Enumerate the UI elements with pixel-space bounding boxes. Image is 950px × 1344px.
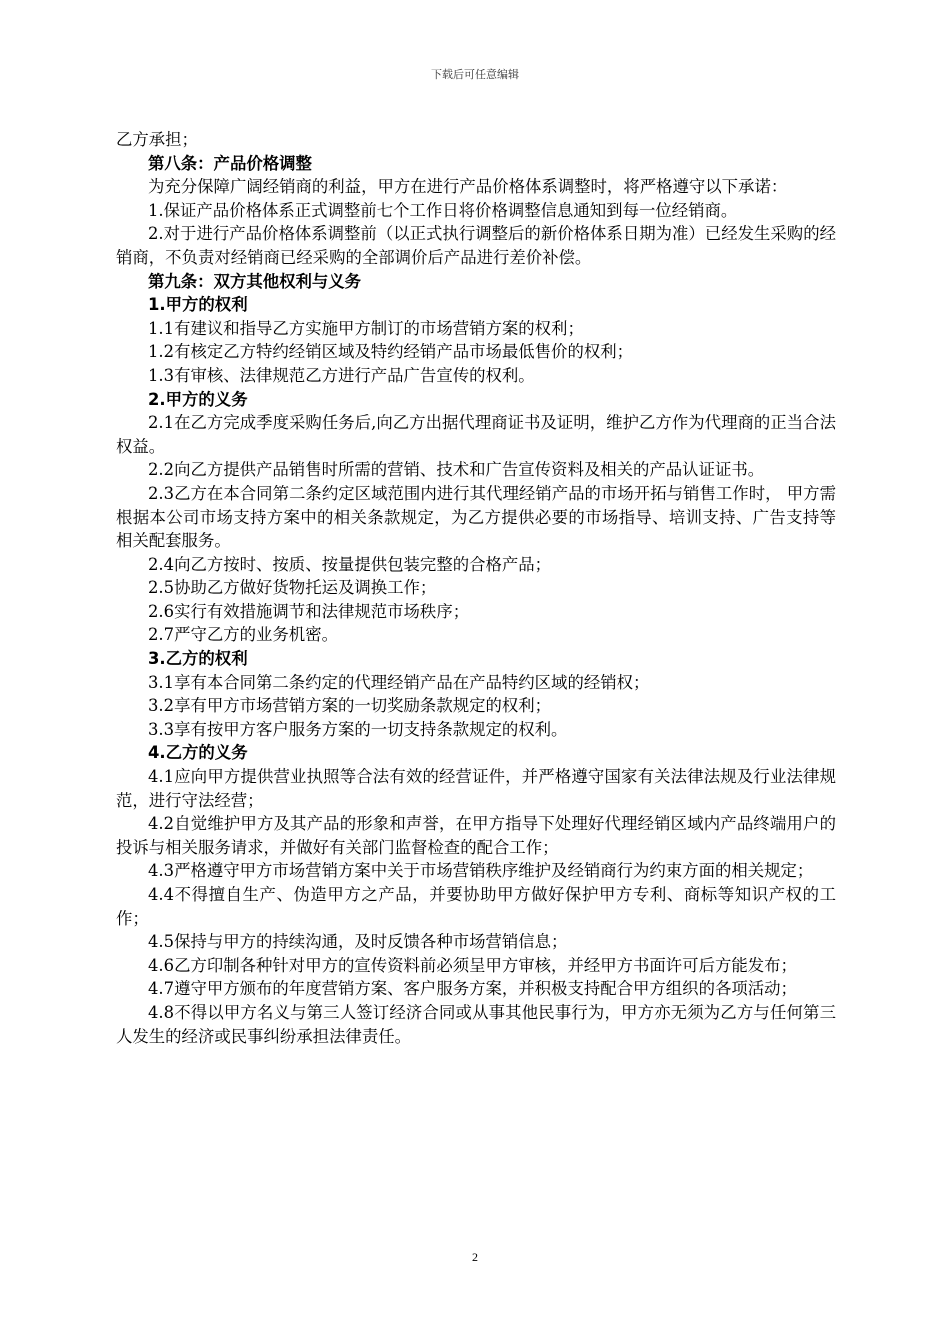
body-paragraph: 1.保证产品价格体系正式调整前七个工作日将价格调整信息通知到每一位经销商。 — [148, 200, 738, 220]
body-paragraph: 1.2有核定乙方特约经销区域及特约经销产品市场最低售价的权利； — [148, 342, 634, 362]
body-paragraph: 乙方承担； — [116, 130, 198, 149]
section-heading: 4.乙方的义务 — [148, 743, 248, 763]
body-paragraph: 1.1有建议和指导乙方实施甲方制订的市场营销方案的权利； — [148, 318, 584, 338]
body-paragraph: 4.2自觉维护甲方及其产品的形象和声誉，在甲方指导下处理好代理经销区域内产品终端用户的投诉与相关服务请求，并做好有关部门监督检查的配合工作； — [116, 814, 836, 857]
section-heading: 第九条：双方其他权利与义务 — [148, 271, 362, 291]
body-paragraph: 4.8不得以甲方名义与第三人签订经济合同或从事其他民事行为，甲方亦无须为乙方与任何第三人发生的经济或民事纠纷承担法律责任。 — [116, 1002, 836, 1046]
body-paragraph: 4.3严格遵守甲方市场营销方案中关于市场营销秩序维护及经销商行为约束方面的相关规定； — [148, 861, 814, 881]
body-paragraph: 2.1在乙方完成季度采购任务后,向乙方出据代理商证书及证明，维护乙方作为代理商的正当合法权益。 — [116, 413, 836, 456]
body-paragraph: 4.5保持与甲方的持续沟通，及时反馈各种市场营销信息； — [148, 932, 568, 952]
body-paragraph: 2.4向乙方按时、按质、按量提供包装完整的合格产品； — [148, 554, 552, 574]
document-body — [116, 128, 836, 1048]
body-paragraph: 2.5协助乙方做好货物托运及调换工作； — [148, 578, 437, 598]
body-paragraph: 3.2享有甲方市场营销方案的一切奖励条款规定的权利； — [148, 696, 552, 716]
section-heading: 1.甲方的权利 — [148, 295, 248, 315]
body-paragraph: 4.6乙方印制各种针对甲方的宣传资料前必须呈甲方审核，并经甲方书面许可后方能发布； — [148, 955, 797, 975]
section-heading: 2.甲方的义务 — [148, 389, 248, 409]
body-paragraph: 3.3享有按甲方客户服务方案的一切支持条款规定的权利。 — [148, 719, 568, 739]
body-paragraph: 4.4不得擅自生产、伪造甲方之产品，并要协助甲方做好保护甲方专利、商标等知识产权的工作； — [116, 885, 836, 928]
page-header: 下载后可任意编辑 — [431, 68, 519, 81]
body-paragraph: 2.6实行有效措施调节和法律规范市场秩序； — [148, 601, 470, 621]
body-paragraph: 4.1应向甲方提供营业执照等合法有效的经营证件，并严格遵守国家有关法律法规及行业法律规范，进行守法经营； — [116, 767, 836, 810]
body-paragraph: 3.1享有本合同第二条约定的代理经销产品在产品特约区域的经销权； — [148, 672, 650, 692]
body-paragraph: 2.对于进行产品价格体系调整前（以正式执行调整后的新价格体系日期为准）已经发生采购的经销商，不负责对经销商已经采购的全部调价后产品进行差价补偿。 — [116, 224, 836, 267]
body-paragraph: 2.2向乙方提供产品销售时所需的营销、技术和广告宣传资料及相关的产品认证证书。 — [148, 460, 765, 480]
section-heading: 第八条：产品价格调整 — [148, 153, 312, 173]
body-paragraph: 2.3乙方在本合同第二条约定区域范围内进行其代理经销产品的市场开拓与销售工作时， 甲方需根据本公司市场支持方案中的相关条款规定，为乙方提供必要的市场指导、培训支持、广告支持等相关配套服务。 — [116, 483, 836, 551]
body-paragraph: 为充分保障广阔经销商的利益，甲方在进行产品价格体系调整时，将严格遵守以下承诺： — [148, 177, 788, 197]
page-number: 2 — [472, 1250, 478, 1264]
body-paragraph: 2.7严守乙方的业务机密。 — [148, 625, 338, 645]
body-paragraph: 4.7遵守甲方颁布的年度营销方案、客户服务方案，并积极支持配合甲方组织的各项活动； — [148, 979, 797, 999]
section-heading: 3.乙方的权利 — [148, 649, 248, 669]
body-paragraph: 1.3有审核、法律规范乙方进行产品广告宣传的权利。 — [148, 365, 535, 385]
